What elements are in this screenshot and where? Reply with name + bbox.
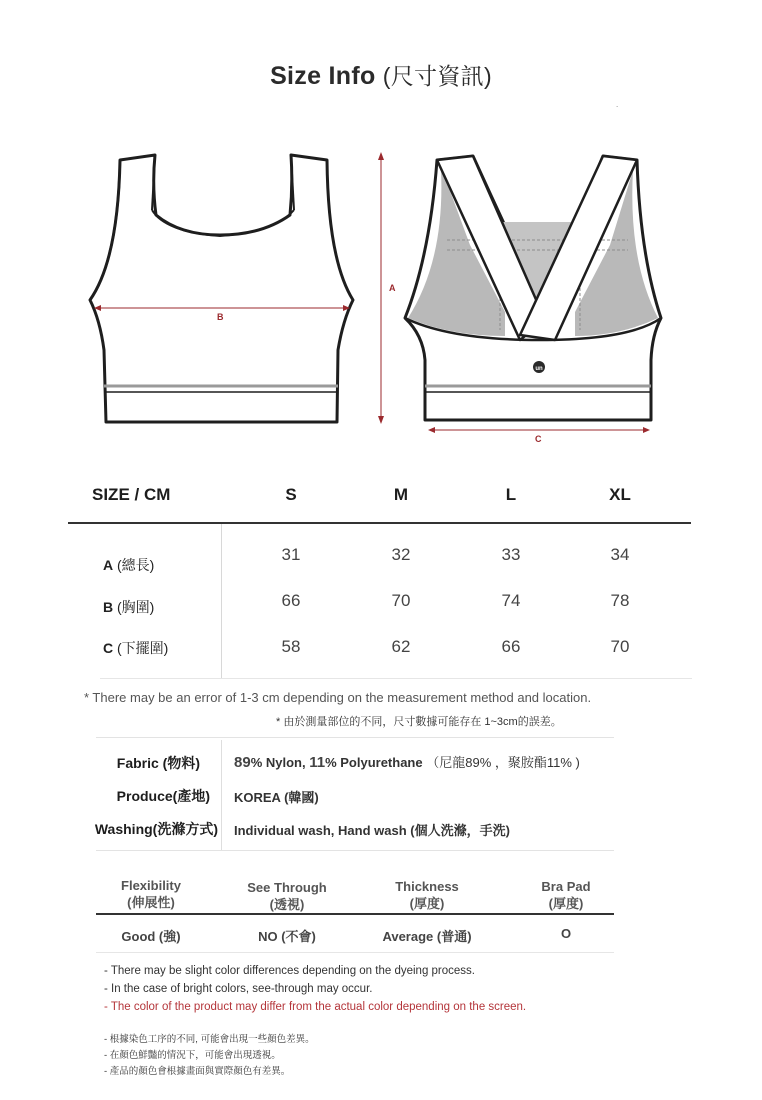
cell-c-s: 58 <box>281 637 301 656</box>
dimension-b-label: B <box>217 312 224 322</box>
front-body-outline <box>90 155 353 422</box>
fabric-material-1: % Nylon, <box>250 755 306 770</box>
prop-header-thickness-zh: (厚度) <box>409 896 445 911</box>
table-bottom-divider <box>100 678 692 679</box>
disclaimer-zh-3: - 產品的顏色會根據畫面與實際顏色有差異。 <box>104 1066 291 1077</box>
fabric-material-2: % Polyurethane <box>325 755 423 770</box>
properties-header-divider <box>96 913 614 915</box>
prop-value-thickness: Average (普通) <box>382 929 472 944</box>
prop-header-thickness <box>367 878 487 912</box>
prop-value-bra-pad: O <box>560 926 572 941</box>
prop-header-bra-pad-en: Bra Pad <box>541 879 591 894</box>
table-row-c-label <box>103 638 168 658</box>
prop-header-see-through-zh: (透視) <box>269 897 305 912</box>
size-header-m: M <box>393 485 409 504</box>
washing-label: Washing(洗滌方式) <box>94 821 218 837</box>
size-header-s: S <box>285 485 297 504</box>
disclaimer-en-2: - In the case of bright colors, see-through may occur. <box>104 983 373 995</box>
cell-a-xl: 34 <box>610 545 630 564</box>
cell-b-l: 74 <box>501 591 521 610</box>
disclaimer-zh-2: - 在顏色鮮豔的情況下，可能會出現透視。 <box>104 1050 281 1061</box>
size-header-xl: XL <box>609 485 631 504</box>
dimension-a-label: A <box>389 283 396 293</box>
fabric-pct-1: 89 <box>234 754 251 771</box>
cell-a-l: 33 <box>501 545 521 564</box>
cell-c-m: 62 <box>391 637 411 656</box>
logo-text: un <box>535 366 543 372</box>
fabric-top-divider <box>96 737 614 738</box>
prop-value-see-through: NO (不會) <box>258 929 316 944</box>
size-header-l: L <box>505 485 517 504</box>
dimension-c-label: C <box>535 434 542 444</box>
prop-header-flexibility-en: Flexibility <box>121 878 181 893</box>
prop-header-bra-pad-zh: (厚度) <box>548 896 584 911</box>
table-row-a-label <box>103 555 154 575</box>
cell-a-m: 32 <box>391 545 411 564</box>
disclaimer-en-3: - The color of the product may differ from the actual color depending on the screen. <box>104 1001 527 1013</box>
cell-b-s: 66 <box>281 591 301 610</box>
row-c-name: (下擺圍) <box>117 640 169 656</box>
fabric-column-divider <box>221 740 222 850</box>
row-c-code: C <box>103 640 114 656</box>
fabric-cn: （尼龍89% ，聚胺酯11% ) <box>426 755 580 770</box>
stray-dot: . <box>616 100 619 109</box>
prop-header-see-through <box>227 879 347 913</box>
dimension-a <box>378 152 396 424</box>
fabric-bottom-divider <box>96 850 614 851</box>
prop-header-bra-pad <box>516 878 616 912</box>
washing-value: Individual wash, Hand wash (個人洗滌，手洗) <box>234 823 510 838</box>
cell-b-xl: 78 <box>610 591 630 610</box>
table-column-divider <box>221 524 222 678</box>
title-cjk: (尺寸資訊) <box>382 63 492 89</box>
disclaimer-en-1: - There may be slight color differences depending on the dyeing process. <box>104 965 475 977</box>
measurement-note-en: * There may be an error of 1-3 cm depending on the measurement method and location. <box>84 690 592 705</box>
measurement-note-zh: * 由於測量部位的不同，尺寸數據可能存在 1~3cm的誤差。 <box>276 716 562 728</box>
cell-a-s: 31 <box>281 545 301 564</box>
row-b-code: B <box>103 599 114 615</box>
table-row-b-label <box>103 597 154 617</box>
disclaimer-zh-1: - 根據染色工序的不同, 可能會出現一些顏色差異。 <box>104 1034 315 1045</box>
produce-label: Produce(產地) <box>116 788 210 804</box>
cell-b-m: 70 <box>391 591 411 610</box>
fabric-label: Fabric (物料) <box>116 755 200 771</box>
row-b-name: (胸圍) <box>117 599 155 615</box>
back-view <box>405 156 661 444</box>
table-header-divider <box>68 522 691 524</box>
cell-c-xl: 70 <box>610 637 630 656</box>
row-a-code: A <box>103 557 114 573</box>
size-table-header-label: SIZE / CM <box>92 485 171 504</box>
prop-header-flexibility-zh: (伸展性) <box>127 895 175 910</box>
garment-diagram <box>0 0 762 460</box>
produce-value: KOREA (韓國) <box>234 790 319 805</box>
fabric-value <box>234 752 580 771</box>
cell-c-l: 66 <box>501 637 521 656</box>
prop-header-thickness-en: Thickness <box>395 879 459 894</box>
properties-bottom-divider <box>96 952 614 953</box>
prop-header-flexibility <box>96 877 206 911</box>
prop-value-flexibility: Good (強) <box>121 929 181 944</box>
title-main: Size Info <box>270 62 376 90</box>
prop-header-see-through-en: See Through <box>247 880 327 895</box>
fabric-pct-2: 11 <box>309 754 326 771</box>
row-a-name: (總長) <box>117 557 155 573</box>
front-view <box>90 155 353 422</box>
